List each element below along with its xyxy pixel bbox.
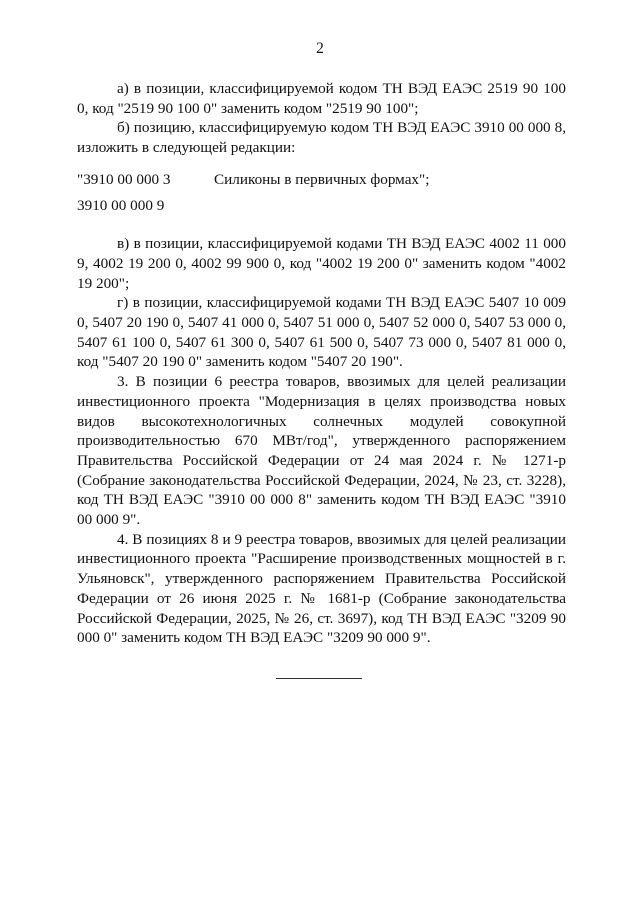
item-a: а) в позиции, классифицируемой кодом ТН ВЭД ЕАЭС 2519 90 100 0, код "2519 90 100 0" заменить кодом "2519 90 100"; xyxy=(77,80,566,117)
code-table-row xyxy=(77,196,566,216)
code-cell: 3910 00 000 9 xyxy=(77,196,165,214)
code-table xyxy=(77,170,566,215)
code-cell: "3910 00 000 3 xyxy=(77,170,171,188)
document-body xyxy=(77,79,566,648)
paragraph-3: 3. В позиции 6 реестра товаров, ввозимых для целей реализации инвестиционного проекта "Модернизация в целях производства новых видов высокотехнологичных солнечных модулей совокупной производительностью 670 МВт/год", утвержденного распоряжением Правительства Российской Федерации от 24 мая 2024 г. № 1271-р (Собрание законодательства Российской Федерации, 2024, № 23, ст. 3228), код ТН ВЭД ЕАЭС "3910 00 000 8" заменить кодом ТН ВЭД ЕАЭС "3910 00 000 9". xyxy=(77,373,566,529)
item-v: в) в позиции, классифицируемой кодами ТН ВЭД ЕАЭС 4002 11 000 9, 4002 19 200 0, 4002 99 900 0, код "4002 19 200 0" заменить кодом "4002 19 200"; xyxy=(77,235,566,292)
page-number: 2 xyxy=(316,40,324,57)
item-b: б) позицию, классифицируемую кодом ТН ВЭД ЕАЭС 3910 00 000 8, изложить в следующей редакции: xyxy=(77,119,566,157)
paragraph-4: 4. В позициях 8 и 9 реестра товаров, ввозимых для целей реализации инвестиционного проекта "Расширение производственных мощностей в г. Ульяновск", утвержденного распоряжением Правительства Российской Федерации от 26 июня 2025 г. № 1681-р (Собрание законодательства Российской Федерации, 2025, № 26, ст. 3697), код ТН ВЭД ЕАЭС "3209 90 000 0" заменить кодом ТН ВЭД ЕАЭС "3209 90 000 9". xyxy=(77,530,566,647)
item-g: г) в позиции, классифицируемой кодами ТН ВЭД ЕАЭС 5407 10 009 0, 5407 20 190 0, 5407 41 000 0, 5407 51 000 0, 5407 52 000 0, 5407 53 000 0, 5407 61 100 0, 5407 61 300 0, 5407 61 500 0, 5407 73 000 0, 5407 81 000 0, код "5407 20 190 0" заменить кодом "5407 20 190". xyxy=(77,294,566,371)
name-cell: Силиконы в первичных формах"; xyxy=(214,170,430,188)
code-table-row xyxy=(77,170,566,190)
end-separator-line xyxy=(276,678,362,679)
